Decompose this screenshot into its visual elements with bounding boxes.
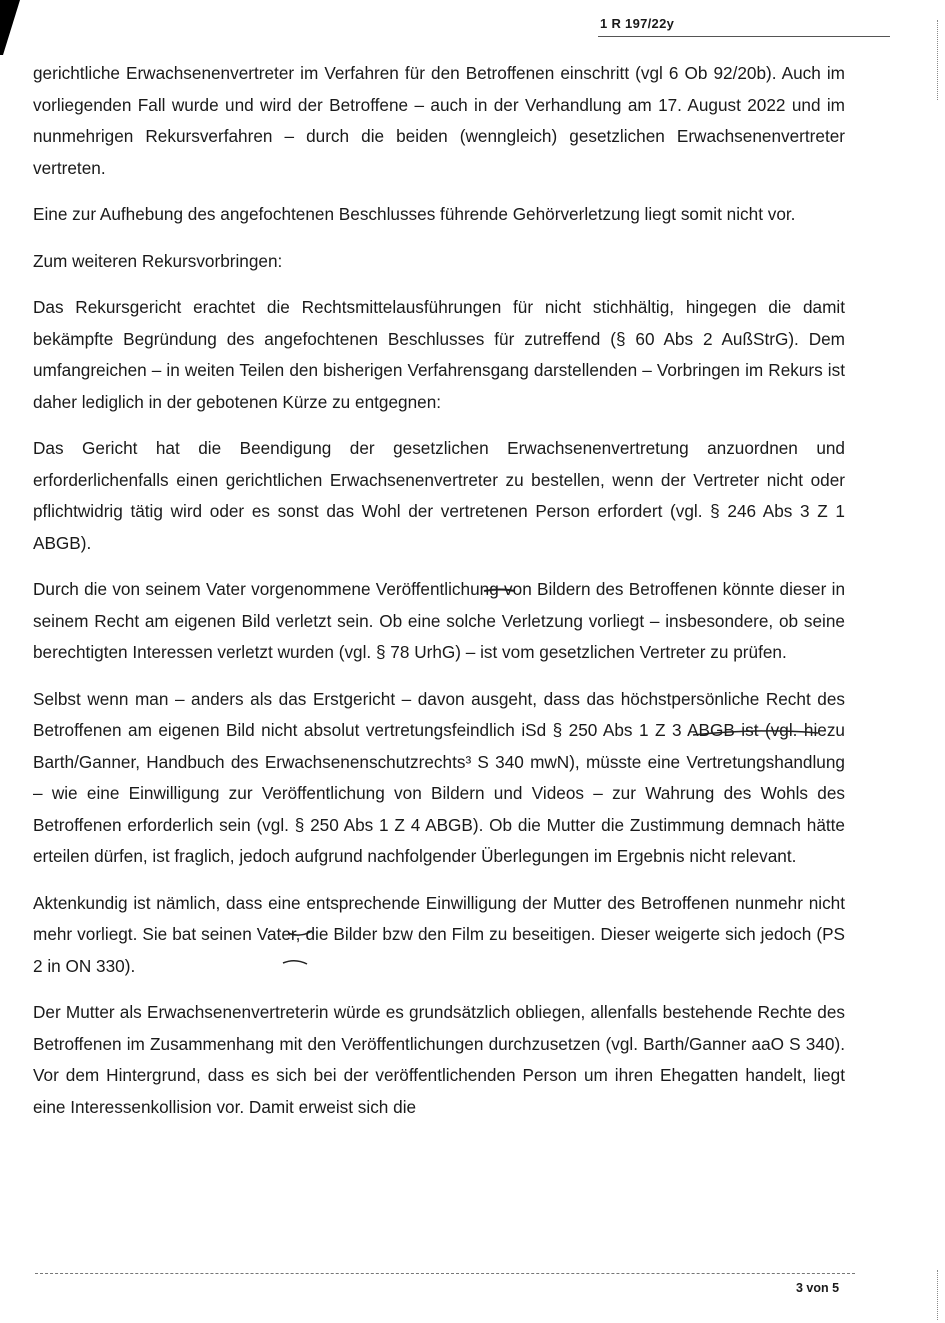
- paragraph-6: Durch die von seinem Vater vorgenommene Veröffentlichung von Bildern des Betroffenen könnte dieser in seinem Recht am eigenen Bild verletzt sein. Ob eine solche Verletzung vorliegt – insbesondere, ob seine berechtigten Interessen verletzt wurden (vgl. § 78 UrhG) – ist vom gesetzlichen Vertreter zu prüfen.: [33, 579, 845, 662]
- paragraph-7: Selbst wenn man – anders als das Erstgericht – davon ausgeht, dass das höchstpersönliche Recht des Betroffenen am eigenen Bild nicht absolut vertretungsfeindlich iSd § 250 Abs 1 Z 3 ABGB ist (vgl. hiezu Barth/Ganner, Handbuch des Erwachsenenschutzrechts³ S 340 mwN), müsste eine Vertretungshandlung – wie eine Einwilligung zur Veröffentlichung von Bildern und Videos – zur Wahrung des Wohls des Betroffenen erforderlich sein (vgl. § 250 Abs 1 Z 4 ABGB). Ob die Mutter die Zustimmung demnach hätte erteilen dürfen, ist fraglich, jedoch aufgrund nachfolgender Überlegungen im Ergebnis nicht relevant.: [33, 688, 845, 866]
- paragraph-2: Eine zur Aufhebung des angefochtenen Beschlusses führende Gehörverletzung liegt somit nicht vor.: [33, 204, 796, 224]
- paragraph-9: Der Mutter als Erwachsenenvertreterin würde es grundsätzlich obliegen, allenfalls bestehende Rechte des Betroffenen im Zusammenhang mit den Veröffentlichungen durchzusetzen (vgl. Barth/Ganner aaO S 340). Vor dem Hintergrund, dass es sich bei der veröffentlichenden Person um ihren Ehegatten handelt, liegt eine Interessenkollision vor. Damit erweist sich die: [33, 1002, 845, 1117]
- paragraph-4: Das Rekursgericht erachtet die Rechtsmittelausführungen für nicht stichhältig, hingegen die damit bekämpfte Begründung des angefochtenen Beschlusses für zutreffend (§ 60 Abs 2 AußStrG). Dem umfangreichen – in weiten Teilen den bisherigen Verfahrensgang darstellenden – Vorbringen im Rekurs ist daher lediglich in der gebotenen Kürze zu entgegnen:: [33, 297, 845, 412]
- case-number: 1 R 197/22y: [600, 16, 675, 31]
- paragraph-3: Zum weiteren Rekursvorbringen:: [33, 250, 283, 271]
- footer-rule: [35, 1273, 855, 1274]
- margin-perforation-bottom: [937, 1270, 938, 1320]
- paragraph-8: Aktenkundig ist nämlich, dass eine entsprechende Einwilligung der Mutter des Betroffenen nunmehr nicht mehr vorliegt. Sie bat seinen Vater, die Bilder bzw den Film zu beseitigen. Dieser weigerte sich jedoch (PS 2 in ON 330).: [33, 892, 845, 976]
- margin-perforation-top: [937, 20, 938, 100]
- paragraph-1: gerichtliche Erwachsenenvertreter im Verfahren für den Betroffenen einschritt (vgl 6 Ob 92/20b). Auch im vorliegenden Fall wurde und wird der Betroffene – auch in der Verhandlung am 17. August 2022 und im nunmehrigen Rekursverfahren – durch die beiden (wenngleich) gesetzlichen Erwachsenenvertreter vertreten.: [33, 63, 845, 178]
- page-number: 3 von 5: [796, 1281, 840, 1295]
- paragraph-5: Das Gericht hat die Beendigung der gesetzlichen Erwachsenenvertretung anzuordnen und erforderlichenfalls einen gerichtlichen Erwachsenenvertreter zu bestellen, wenn der Vertreter nicht oder pflichtwidrig tätig wird oder es sonst das Wohl der vertretenen Person erfordert (vgl. § 246 Abs 3 Z 1 ABGB).: [33, 438, 845, 553]
